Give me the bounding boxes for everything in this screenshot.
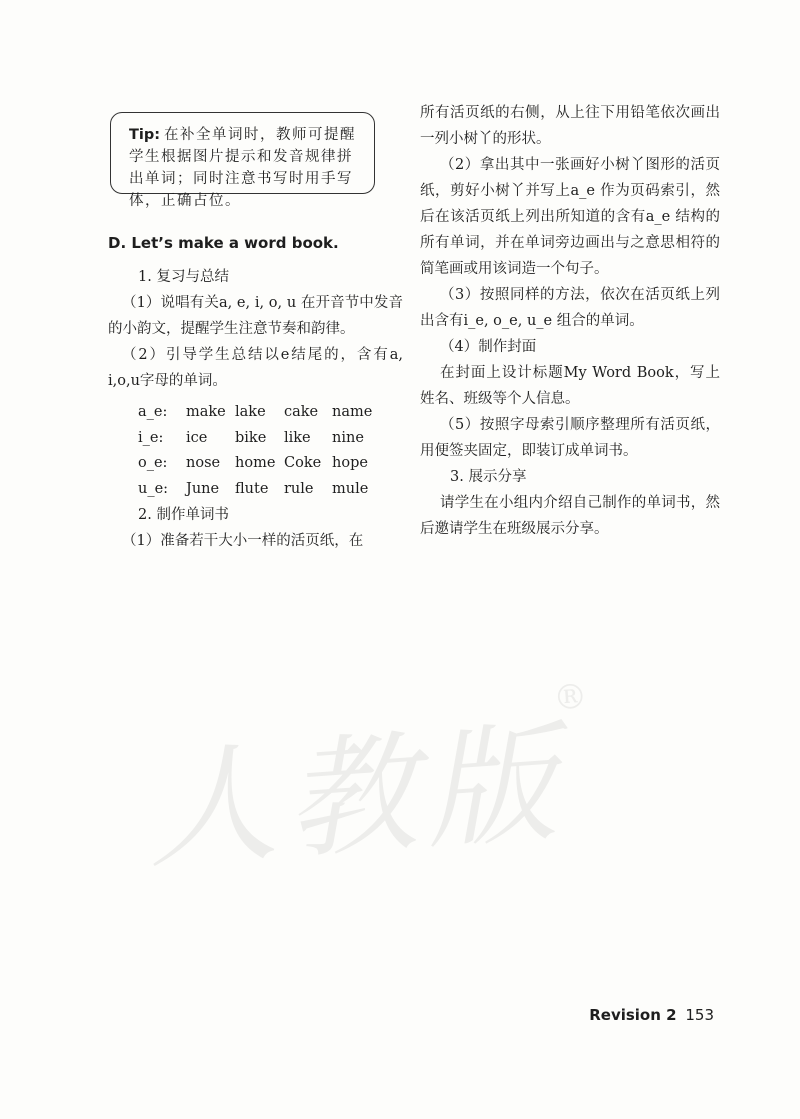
step2-paragraph-3: （3）按照同样的方法，依次在活页纸上列出含有i_e, o_e, u_e 组合的单词。 xyxy=(420,287,720,329)
step1-paragraph-2: （2）引导学生总结以e结尾的，含有a, i,o,u字母的单词。 xyxy=(108,347,403,389)
step1-title: 1. 复习与总结 xyxy=(138,269,229,285)
step1-paragraph-1: （1）说唱有关a, e, i, o, u 在开音节中发音的小韵文，提醒学生注意节奏和韵律。 xyxy=(108,295,403,337)
word: cake xyxy=(284,404,319,420)
step3-title: 3. 展示分享 xyxy=(450,469,527,485)
step2-paragraph-4-title: （4）制作封面 xyxy=(440,339,537,355)
step2-paragraph-1-start: （1）准备若干大小一样的活页纸，在 xyxy=(122,533,364,549)
footer-section: Revision 2 xyxy=(589,1006,677,1024)
step2-title: 2. 制作单词书 xyxy=(138,507,229,523)
word: flute xyxy=(235,480,269,497)
word: mule xyxy=(332,480,369,497)
page-number: 153 xyxy=(685,1006,714,1024)
page-footer xyxy=(589,1006,714,1024)
word: make xyxy=(186,404,226,420)
word: hope xyxy=(332,455,368,471)
word-pattern: i_e: xyxy=(138,429,164,446)
word-pattern: u_e: xyxy=(138,480,169,497)
step2-paragraph-4: 在封面上设计标题My Word Book，写上姓名、班级等个人信息。 xyxy=(420,365,720,407)
step2-paragraph-5: （5）按照字母索引顺序整理所有活页纸，用便签夹固定，即装订成单词书。 xyxy=(420,417,720,459)
word-row xyxy=(108,400,403,426)
word: home xyxy=(235,455,276,471)
word-row xyxy=(108,426,403,452)
publisher-watermark xyxy=(139,673,651,897)
word: nine xyxy=(332,429,364,446)
step3-paragraph: 请学生在小组内介绍自己制作的单词书，然后邀请学生在班级展示分享。 xyxy=(420,495,720,537)
tip-box xyxy=(110,112,375,209)
word: June xyxy=(186,480,220,497)
word: rule xyxy=(284,480,314,497)
word: lake xyxy=(235,404,266,420)
word: Coke xyxy=(284,455,322,471)
word-row xyxy=(108,451,403,477)
word: name xyxy=(332,404,373,420)
word: ice xyxy=(186,429,208,446)
word: like xyxy=(284,429,311,446)
word-pattern: o_e: xyxy=(138,455,168,471)
tip-label: Tip: xyxy=(129,127,161,143)
right-column xyxy=(420,100,720,542)
tip-text: 在补全单词时，教师可提醒学生根据图片提示和发音规律拼出单词；同时注意书写时用手写体，正确占位。 xyxy=(129,127,357,209)
word-pattern: a_e: xyxy=(138,404,168,420)
step2-paragraph-1-continued: 所有活页纸的右侧，从上往下用铅笔依次画出一列小树丫的形状。 xyxy=(420,105,720,147)
step2-paragraph-2: （2）拿出其中一张画好小树丫图形的活页纸，剪好小树丫并写上a_e 作为页码索引，然后在该活页纸上列出所知道的含有a_e 结构的所有单词，并在单词旁边画出与之意思相符的简笔画或用该词造一个句子。 xyxy=(420,157,720,277)
watermark-text: 人教版 xyxy=(140,706,571,888)
section-heading: D. Let’s make a word book. xyxy=(108,234,339,252)
word-row xyxy=(108,477,403,503)
word: bike xyxy=(235,429,267,446)
word-list xyxy=(108,400,403,502)
registered-mark: ® xyxy=(551,675,599,719)
word: nose xyxy=(186,455,221,471)
left-column xyxy=(108,100,403,554)
